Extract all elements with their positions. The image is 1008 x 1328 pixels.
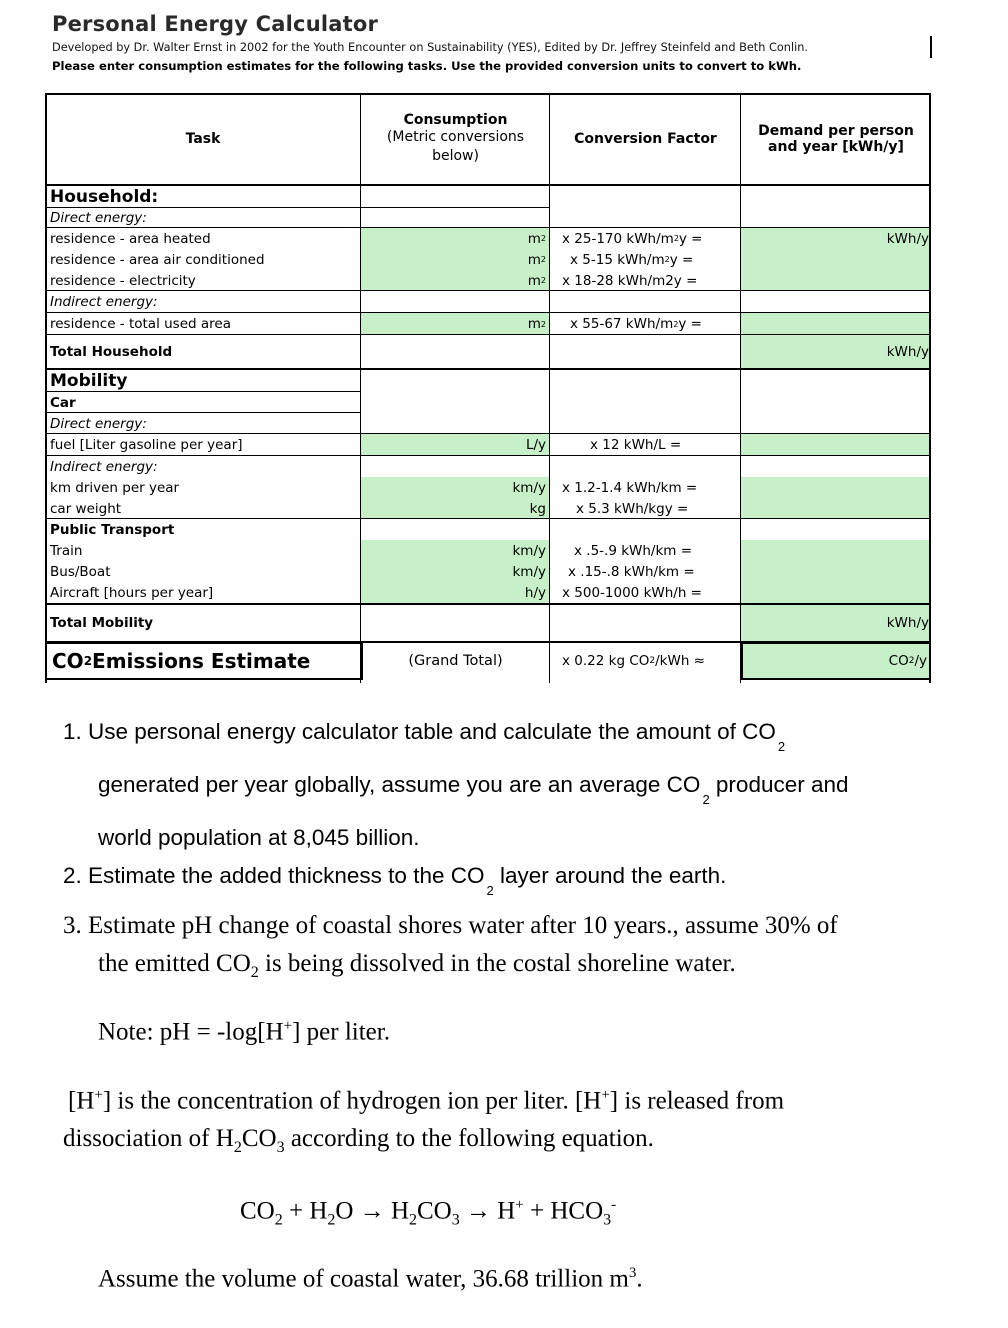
table-row — [45, 270, 933, 291]
result-car-weight[interactable] — [741, 498, 931, 519]
coastal-volume-note: Assume the volume of coastal water, 36.68 trillion $m^3$. — [98, 1265, 643, 1293]
hydrogen-note-line-2: dissociation of $H_2CO_3$ according to the following equation. — [63, 1125, 654, 1156]
question-1-line-1: 1. Use personal energy calculator table and calculate the amount of $CO_2$ — [63, 719, 786, 754]
table-divider — [45, 368, 931, 370]
table-row — [45, 291, 933, 313]
factor-area-heated: x 25-170 kWh/m 2 y = — [562, 230, 703, 247]
table-row — [45, 540, 933, 561]
input-fuel[interactable]: L/y — [361, 434, 550, 456]
co2-result[interactable]: CO 2 /y — [741, 642, 931, 680]
table-row — [45, 561, 933, 582]
table-divider — [45, 312, 931, 313]
total-household-label: Total Household — [50, 344, 173, 360]
input-total-used-area[interactable]: m 2 — [361, 313, 550, 335]
task-km-driven: km driven per year — [50, 479, 180, 496]
text-cursor — [930, 36, 932, 58]
input-area-heated[interactable]: m 2 — [361, 228, 550, 249]
car-heading: Car — [50, 394, 76, 411]
factor-km-driven: x 1.2-1.4 kWh/km = — [562, 479, 698, 496]
table-header-row — [45, 93, 933, 185]
page-title: Personal Energy Calculator — [52, 12, 379, 36]
table-border — [45, 93, 931, 95]
input-train[interactable]: km/y — [361, 540, 550, 561]
table-divider — [360, 93, 361, 683]
result-area-air-conditioned[interactable] — [741, 249, 931, 270]
task-car-weight: car weight — [50, 500, 122, 517]
task-fuel: fuel [Liter gasoline per year] — [50, 437, 243, 453]
input-km-driven[interactable]: km/y — [361, 477, 550, 498]
total-mobility-value[interactable]: kWh/y — [741, 604, 931, 642]
factor-fuel: x 12 kWh/L = — [590, 437, 682, 453]
hydrogen-note-line-1: [H+] is the concentration of hydrogen ion per liter. [H+] is released from — [68, 1087, 785, 1115]
table-row — [45, 335, 933, 369]
table-row — [45, 208, 933, 228]
household-heading: Household: — [50, 186, 159, 207]
table-row — [45, 413, 933, 434]
table-divider — [45, 412, 361, 413]
table-divider — [45, 290, 931, 291]
col-demand-header: Demand per person and year [kWh/y] — [758, 123, 914, 155]
table-row — [45, 456, 933, 477]
table-divider — [740, 93, 741, 683]
factor-area-air-conditioned: x 5-15 kWh/m 2 y = — [570, 251, 694, 268]
total-household-value[interactable]: kWh/y — [741, 335, 931, 369]
task-area-air-conditioned: residence - area air conditioned — [50, 251, 265, 268]
factor-bus-boat: x .15-.8 kWh/km = — [568, 563, 695, 580]
indirect-energy-label: Indirect energy: — [50, 294, 158, 310]
direct-energy-label: Direct energy: — [50, 210, 147, 226]
col-conversion-header: Conversion Factor — [574, 131, 717, 147]
factor-car-weight: x 5.3 kWh/kgy = — [576, 500, 689, 517]
total-mobility-label: Total Mobility — [50, 615, 154, 631]
table-row — [45, 228, 933, 249]
task-electricity: residence - electricity — [50, 272, 196, 289]
table-divider — [45, 227, 931, 228]
result-fuel[interactable] — [741, 434, 931, 456]
result-total-used-area[interactable] — [741, 313, 931, 335]
table-row — [45, 604, 933, 642]
table-divider — [45, 207, 550, 208]
task-train: Train — [50, 542, 83, 559]
credits-line: Developed by Dr. Walter Ernst in 2002 for the Youth Encounter on Sustainability (YES), Edited by Dr. Jeffrey Steinfeld and Beth Conlin. — [52, 41, 808, 54]
table-divider — [45, 518, 931, 519]
result-aircraft[interactable] — [741, 582, 931, 604]
input-electricity[interactable]: m 2 — [361, 270, 550, 291]
question-3-line-2: the emitted $CO_2$ is being dissolved in the costal shoreline water. — [98, 950, 736, 981]
factor-aircraft: x 500-1000 kWh/h = — [562, 585, 702, 601]
result-bus-boat[interactable] — [741, 561, 931, 582]
col-consumption-header: Consumption (Metric conversions below) — [386, 112, 525, 164]
co2-estimate-label: CO 2 Emissions Estimate — [45, 642, 363, 680]
table-border — [45, 93, 47, 683]
table-divider — [45, 641, 931, 643]
table-row — [45, 249, 933, 270]
factor-electricity: x 18-28 kWh/m2y = — [562, 272, 698, 289]
question-3-line-1: 3. Estimate pH change of coastal shores water after 10 years., assume 30% of — [63, 912, 838, 939]
table-row — [45, 519, 933, 540]
task-total-used-area: residence - total used area — [50, 316, 231, 332]
ph-note: Note: pH = -log[H+] per liter. — [98, 1018, 390, 1046]
question-2: 2. Estimate the added thickness to the $CO_2$ layer around the earth. — [63, 863, 727, 898]
table-divider — [45, 603, 931, 605]
task-area-heated: residence - area heated — [50, 230, 211, 247]
table-divider — [549, 93, 550, 683]
factor-total-used-area: x 55-67 kWh/m 2 y = — [570, 316, 702, 332]
energy-calculator-table — [45, 93, 933, 680]
question-1-line-2: generated per year globally, assume you are an average $CO_2$ producer and — [98, 772, 849, 807]
task-aircraft: Aircraft [hours per year] — [50, 585, 214, 601]
mobility-heading: Mobility — [50, 370, 128, 391]
reaction-equation: $CO_2 + H_2O \to H_2CO_3 \to H^+ + HCO_3^-$ — [240, 1197, 617, 1229]
instruction-line: Please enter consumption estimates for the following tasks. Use the provided conversion units to convert to kWh. — [52, 59, 802, 73]
result-area-heated[interactable]: kWh/y — [741, 228, 931, 249]
input-bus-boat[interactable]: km/y — [361, 561, 550, 582]
table-divider — [45, 184, 931, 186]
col-task-header: Task — [185, 131, 221, 147]
table-divider — [45, 334, 931, 335]
input-car-weight[interactable]: kg — [361, 498, 550, 519]
table-row — [45, 313, 933, 335]
grand-total-label: (Grand Total) — [408, 653, 503, 669]
co2-factor: x 0.22 kg CO 2 /kWh ≈ — [562, 653, 705, 669]
table-divider — [45, 455, 931, 456]
question-1-line-3: world population at 8,045 billion. — [98, 825, 420, 850]
result-electricity[interactable] — [741, 270, 931, 291]
table-row — [45, 369, 933, 392]
table-row — [45, 477, 933, 498]
table-row — [45, 434, 933, 456]
table-row — [45, 498, 933, 519]
input-area-air-conditioned[interactable]: m 2 — [361, 249, 550, 270]
table-border — [929, 93, 931, 683]
task-bus-boat: Bus/Boat — [50, 563, 111, 580]
co2-estimate-row — [45, 642, 933, 680]
public-transport-heading: Public Transport — [50, 521, 175, 538]
table-row — [45, 582, 933, 604]
indirect-energy-label: Indirect energy: — [50, 458, 158, 475]
table-row — [45, 185, 933, 208]
result-km-driven[interactable] — [741, 477, 931, 498]
input-aircraft[interactable]: h/y — [361, 582, 550, 604]
table-divider — [45, 391, 361, 392]
table-row — [45, 392, 933, 413]
direct-energy-label: Direct energy: — [50, 415, 147, 432]
result-train[interactable] — [741, 540, 931, 561]
factor-train: x .5-.9 kWh/km = — [574, 542, 693, 559]
table-divider — [45, 433, 931, 434]
